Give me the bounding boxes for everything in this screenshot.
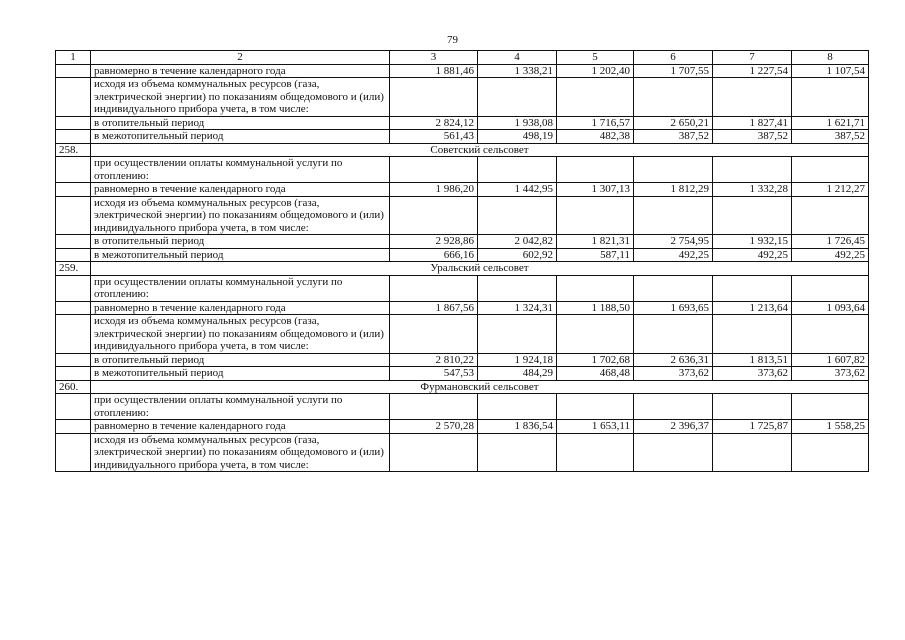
value-cell (634, 78, 713, 117)
column-number: 6 (634, 51, 713, 65)
row-index (56, 367, 91, 381)
row-description: исходя из объема коммунальных ресурсов (газа, электрической энергии) по показаниям общедомового и (или) индивидуального прибора учета, в том числе: (91, 433, 390, 472)
row-index (56, 301, 91, 315)
row-description: при осуществлении оплаты коммунальной услуги по отоплению: (91, 394, 390, 420)
column-number: 5 (557, 51, 634, 65)
row-index (56, 433, 91, 472)
value-cell: 547,53 (390, 367, 478, 381)
table-row (56, 394, 869, 420)
value-cell (557, 394, 634, 420)
table-row (56, 235, 869, 249)
value-cell: 2 570,28 (390, 420, 478, 434)
column-number-row (56, 51, 869, 65)
table-row (56, 196, 869, 235)
value-cell (634, 433, 713, 472)
value-cell (478, 275, 557, 301)
value-cell: 1 716,57 (557, 116, 634, 130)
value-cell: 1 338,21 (478, 64, 557, 78)
value-cell (557, 196, 634, 235)
row-index (56, 275, 91, 301)
row-description: равномерно в течение календарного года (91, 64, 390, 78)
value-cell: 1 213,64 (713, 301, 792, 315)
section-name: Уральский сельсовет (91, 262, 869, 276)
value-cell: 1 867,56 (390, 301, 478, 315)
value-cell (634, 394, 713, 420)
value-cell (478, 157, 557, 183)
value-cell: 666,16 (390, 248, 478, 262)
row-description: при осуществлении оплаты коммунальной услуги по отоплению: (91, 275, 390, 301)
value-cell: 1 812,29 (634, 183, 713, 197)
value-cell: 1 938,08 (478, 116, 557, 130)
section-index: 258. (56, 143, 91, 157)
row-description: при осуществлении оплаты коммунальной услуги по отоплению: (91, 157, 390, 183)
table-row (56, 420, 869, 434)
value-cell: 484,29 (478, 367, 557, 381)
table-row (56, 315, 869, 354)
row-description: равномерно в течение календарного года (91, 301, 390, 315)
value-cell: 1 881,46 (390, 64, 478, 78)
value-cell (713, 433, 792, 472)
value-cell: 1 924,18 (478, 353, 557, 367)
value-cell: 387,52 (713, 130, 792, 144)
row-description: в отопительный период (91, 235, 390, 249)
row-description: в межотопительный период (91, 248, 390, 262)
value-cell (634, 157, 713, 183)
page-number: 79 (447, 34, 458, 46)
table-row (56, 367, 869, 381)
column-number: 3 (390, 51, 478, 65)
row-description: исходя из объема коммунальных ресурсов (газа, электрической энергии) по показаниям общедомового и (или) индивидуального прибора учета, в том числе: (91, 315, 390, 354)
value-cell (792, 157, 869, 183)
value-cell: 373,62 (713, 367, 792, 381)
tariff-table (55, 50, 869, 472)
value-cell (792, 78, 869, 117)
table-row (56, 157, 869, 183)
value-cell: 492,25 (713, 248, 792, 262)
row-description: равномерно в течение календарного года (91, 420, 390, 434)
value-cell (713, 157, 792, 183)
value-cell: 2 824,12 (390, 116, 478, 130)
value-cell: 482,38 (557, 130, 634, 144)
value-cell: 1 827,41 (713, 116, 792, 130)
value-cell: 561,43 (390, 130, 478, 144)
row-index (56, 157, 91, 183)
value-cell (390, 196, 478, 235)
value-cell: 1 188,50 (557, 301, 634, 315)
value-cell (478, 196, 557, 235)
section-header-row (56, 262, 869, 276)
value-cell (478, 394, 557, 420)
row-description: в отопительный период (91, 116, 390, 130)
section-index: 260. (56, 380, 91, 394)
value-cell (713, 315, 792, 354)
row-description: исходя из объема коммунальных ресурсов (газа, электрической энергии) по показаниям общедомового и (или) индивидуального прибора учета, в том числе: (91, 78, 390, 117)
table-body (56, 64, 869, 472)
section-name: Фурмановский сельсовет (91, 380, 869, 394)
value-cell: 2 754,95 (634, 235, 713, 249)
value-cell (557, 315, 634, 354)
value-cell (792, 315, 869, 354)
value-cell: 373,62 (634, 367, 713, 381)
row-index (56, 248, 91, 262)
row-index (56, 78, 91, 117)
column-number: 4 (478, 51, 557, 65)
value-cell: 1 332,28 (713, 183, 792, 197)
value-cell (557, 78, 634, 117)
value-cell: 387,52 (792, 130, 869, 144)
table-row (56, 130, 869, 144)
row-index (56, 235, 91, 249)
table-row (56, 248, 869, 262)
table-row (56, 275, 869, 301)
value-cell: 1 836,54 (478, 420, 557, 434)
row-description: в межотопительный период (91, 367, 390, 381)
value-cell (792, 394, 869, 420)
value-cell: 468,48 (557, 367, 634, 381)
value-cell (792, 433, 869, 472)
value-cell: 492,25 (634, 248, 713, 262)
value-cell (634, 196, 713, 235)
value-cell (792, 275, 869, 301)
value-cell: 492,25 (792, 248, 869, 262)
value-cell: 1 653,11 (557, 420, 634, 434)
column-number: 2 (91, 51, 390, 65)
value-cell: 1 202,40 (557, 64, 634, 78)
value-cell: 1 607,82 (792, 353, 869, 367)
value-cell: 1 702,68 (557, 353, 634, 367)
value-cell: 1 725,87 (713, 420, 792, 434)
value-cell: 1 821,31 (557, 235, 634, 249)
value-cell: 498,19 (478, 130, 557, 144)
value-cell: 1 932,15 (713, 235, 792, 249)
column-number: 7 (713, 51, 792, 65)
value-cell: 1 813,51 (713, 353, 792, 367)
value-cell (792, 196, 869, 235)
value-cell: 1 307,13 (557, 183, 634, 197)
row-description: в межотопительный период (91, 130, 390, 144)
value-cell: 387,52 (634, 130, 713, 144)
value-cell: 1 442,95 (478, 183, 557, 197)
value-cell: 1 707,55 (634, 64, 713, 78)
value-cell: 1 726,45 (792, 235, 869, 249)
table-row (56, 353, 869, 367)
row-index (56, 64, 91, 78)
row-index (56, 315, 91, 354)
row-description: в отопительный период (91, 353, 390, 367)
value-cell (557, 275, 634, 301)
value-cell: 2 650,21 (634, 116, 713, 130)
value-cell (634, 275, 713, 301)
value-cell (390, 78, 478, 117)
row-index (56, 130, 91, 144)
row-description: исходя из объема коммунальных ресурсов (газа, электрической энергии) по показаниям общедомового и (или) индивидуального прибора учета, в том числе: (91, 196, 390, 235)
value-cell: 602,92 (478, 248, 557, 262)
value-cell (478, 433, 557, 472)
row-index (56, 183, 91, 197)
row-index (56, 394, 91, 420)
value-cell: 1 693,65 (634, 301, 713, 315)
value-cell (634, 315, 713, 354)
row-index (56, 420, 91, 434)
value-cell: 1 986,20 (390, 183, 478, 197)
column-number: 1 (56, 51, 91, 65)
table-row (56, 116, 869, 130)
table-row (56, 64, 869, 78)
row-index (56, 353, 91, 367)
value-cell: 587,11 (557, 248, 634, 262)
value-cell: 2 636,31 (634, 353, 713, 367)
section-name: Советский сельсовет (91, 143, 869, 157)
value-cell (713, 196, 792, 235)
value-cell: 2 928,86 (390, 235, 478, 249)
table-row (56, 183, 869, 197)
column-number: 8 (792, 51, 869, 65)
value-cell: 1 621,71 (792, 116, 869, 130)
value-cell (557, 157, 634, 183)
value-cell: 1 227,54 (713, 64, 792, 78)
value-cell (713, 394, 792, 420)
value-cell: 1 212,27 (792, 183, 869, 197)
value-cell: 2 042,82 (478, 235, 557, 249)
row-description: равномерно в течение календарного года (91, 183, 390, 197)
value-cell (390, 275, 478, 301)
table-row (56, 433, 869, 472)
row-index (56, 116, 91, 130)
value-cell: 373,62 (792, 367, 869, 381)
table-row (56, 78, 869, 117)
value-cell (390, 433, 478, 472)
value-cell (557, 433, 634, 472)
value-cell: 1 324,31 (478, 301, 557, 315)
value-cell (478, 78, 557, 117)
section-header-row (56, 380, 869, 394)
value-cell: 2 810,22 (390, 353, 478, 367)
value-cell (713, 78, 792, 117)
row-index (56, 196, 91, 235)
value-cell: 1 558,25 (792, 420, 869, 434)
value-cell (713, 275, 792, 301)
value-cell: 1 107,54 (792, 64, 869, 78)
value-cell (390, 157, 478, 183)
section-header-row (56, 143, 869, 157)
section-index: 259. (56, 262, 91, 276)
value-cell (390, 315, 478, 354)
value-cell (390, 394, 478, 420)
table-row (56, 301, 869, 315)
value-cell (478, 315, 557, 354)
value-cell: 2 396,37 (634, 420, 713, 434)
value-cell: 1 093,64 (792, 301, 869, 315)
